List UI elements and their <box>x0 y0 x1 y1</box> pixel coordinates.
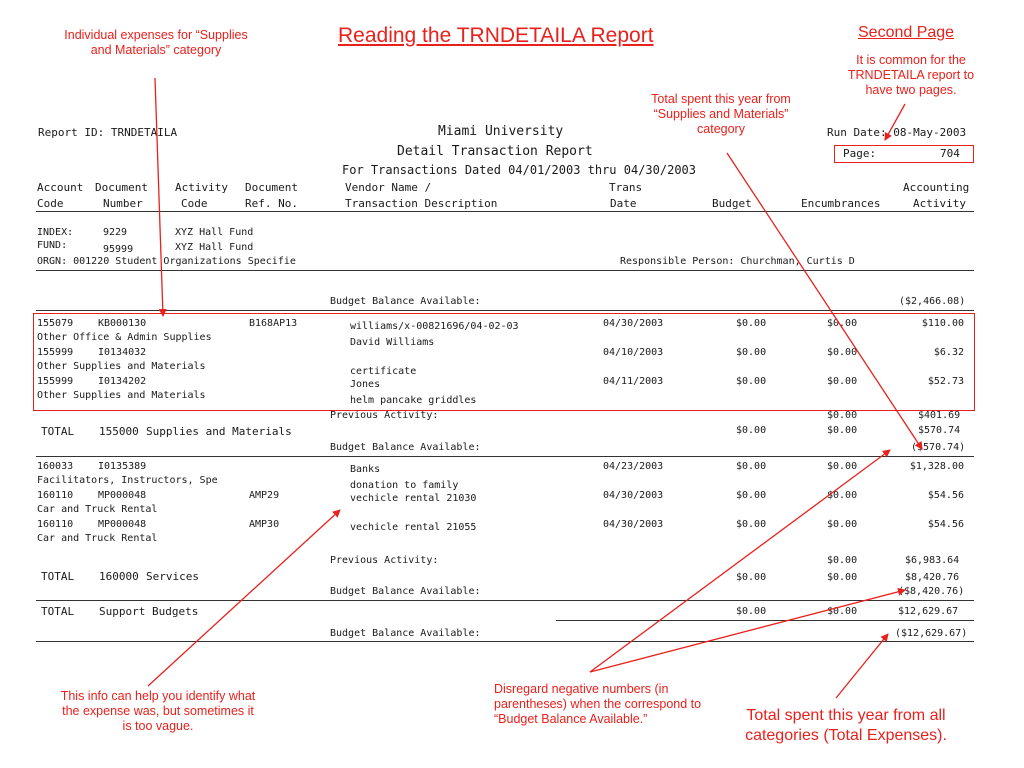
budget: $0.00 <box>736 519 767 530</box>
trans-date: 04/23/2003 <box>603 461 664 472</box>
arrow-individual-expenses <box>155 78 163 316</box>
col-description: Transaction Description <box>345 197 498 210</box>
fund-label: FUND: <box>37 240 68 251</box>
bba-rule-initial <box>36 310 974 311</box>
col-trans: Trans <box>609 181 643 194</box>
col-encumbrances: Encumbrances <box>801 197 881 210</box>
vendor-detail: helm pancake griddles <box>350 395 477 406</box>
annotation-total-category: Total spent this year from “Supplies and Materials” category <box>651 92 791 136</box>
services-total-code: 160000 <box>99 570 139 583</box>
budget: $0.00 <box>736 376 767 387</box>
vendor: Jones <box>350 379 381 390</box>
annotation-two-pages: It is common for the TRNDETAILA report to have two pages. <box>847 53 975 97</box>
supplies-total-act: $570.74 <box>918 425 961 436</box>
fund-value: 95999 <box>103 244 134 255</box>
ref-number: AMP30 <box>249 519 280 530</box>
university-name: Miami University <box>438 124 564 139</box>
annotation-total-all: Total spent this year from all categories (Total Expenses). <box>745 707 947 744</box>
services-bba-label: Budget Balance Available: <box>330 586 481 597</box>
supplies-bba: ($570.74) <box>911 442 966 453</box>
accounting-activity: $54.56 <box>927 490 964 501</box>
vendor: vechicle rental 21030 <box>350 493 477 504</box>
encumbrances: $0.00 <box>827 519 858 530</box>
supplies-total-label: TOTAL <box>41 425 75 438</box>
supplies-total-name: Supplies and Materials <box>146 425 292 438</box>
ref-number: AMP29 <box>249 490 280 501</box>
encumbrances: $0.00 <box>827 347 858 358</box>
account-code: 155079 <box>37 318 74 329</box>
arrow-identify-expense <box>148 510 340 686</box>
col-date: Date <box>610 197 637 210</box>
support-total-act: $12,629.67 <box>898 606 959 617</box>
vendor: Banks <box>350 464 381 475</box>
col-activity: Activity <box>175 181 228 194</box>
support-bba-label: Budget Balance Available: <box>330 628 481 639</box>
encumbrances: $0.00 <box>827 376 858 387</box>
bba-initial: ($2,466.08) <box>899 296 966 307</box>
services-prev-act: $6,983.64 <box>905 555 960 566</box>
supplies-prev-act: $401.69 <box>918 410 961 421</box>
document-number: KB000130 <box>98 318 147 329</box>
document-number: MP000048 <box>98 490 147 501</box>
account-description: Facilitators, Instructors, Spe <box>37 475 218 486</box>
budget: $0.00 <box>736 347 767 358</box>
supplies-total-budget: $0.00 <box>736 425 767 436</box>
ref-number: B168AP13 <box>249 318 298 329</box>
document-number: I0134202 <box>98 376 147 387</box>
accounting-activity: $52.73 <box>927 376 964 387</box>
bba-label-initial: Budget Balance Available: <box>330 296 481 307</box>
vendor-detail: certificate <box>350 366 417 377</box>
supplies-bba-label: Budget Balance Available: <box>330 442 481 453</box>
services-total-name: Services <box>146 570 199 583</box>
arrow-total-all <box>836 634 888 698</box>
fund-desc: XYZ Hall Fund <box>175 242 254 253</box>
page-number: 704 <box>940 147 960 160</box>
services-bba: ($8,420.76) <box>898 586 965 597</box>
accounting-activity: $110.00 <box>921 318 964 329</box>
col-document: Document <box>95 181 148 194</box>
supplies-total-enc: $0.00 <box>827 425 858 436</box>
header-rule <box>36 211 974 212</box>
col-number: Number <box>103 197 143 210</box>
support-total-enc: $0.00 <box>827 606 858 617</box>
final-rule <box>36 641 974 642</box>
supplies-rule <box>36 456 974 457</box>
accounting-activity: $1,328.00 <box>909 461 964 472</box>
vendor: vechicle rental 21055 <box>350 522 477 533</box>
page-label: Page: <box>843 147 877 160</box>
vendor: williams/x-00821696/04-02-03 <box>350 321 519 332</box>
budget: $0.00 <box>736 318 767 329</box>
annotation-individual-expenses: Individual expenses for “Supplies and Materials” category <box>64 28 248 57</box>
trans-date: 04/30/2003 <box>603 318 664 329</box>
account-code: 155999 <box>37 347 74 358</box>
second-page-label: Second Page <box>858 24 955 41</box>
support-total-budget: $0.00 <box>736 606 767 617</box>
services-total-enc: $0.00 <box>827 572 858 583</box>
orgn-rule <box>36 270 974 271</box>
support-total-label: TOTAL <box>41 605 75 618</box>
index-desc: XYZ Hall Fund <box>175 227 254 238</box>
account-code: 155999 <box>37 376 74 387</box>
responsible-person: Responsible Person: Churchman, Curtis D <box>620 256 855 267</box>
document-number: MP000048 <box>98 519 147 530</box>
annotation-identify-expense: This info can help you identify what the expense was, but sometimes it is too vague. <box>60 689 256 733</box>
support-bba: ($12,629.67) <box>895 628 968 639</box>
trans-date: 04/11/2003 <box>603 376 664 387</box>
encumbrances: $0.00 <box>827 490 858 501</box>
services-total-budget: $0.00 <box>736 572 767 583</box>
support-rule <box>556 620 974 621</box>
report-name: Detail Transaction Report <box>397 144 593 159</box>
col-code: Code <box>37 197 64 210</box>
vendor-detail: donation to family <box>350 480 459 491</box>
services-rule <box>36 600 974 601</box>
accounting-activity: $54.56 <box>927 519 964 530</box>
services-prev-label: Previous Activity: <box>330 555 439 566</box>
support-total-name: Support Budgets <box>99 605 199 618</box>
budget: $0.00 <box>736 461 767 472</box>
index-label: INDEX: <box>37 227 74 238</box>
services-total-act: $8,420.76 <box>905 572 960 583</box>
account-description: Car and Truck Rental <box>37 533 158 544</box>
date-range: For Transactions Dated 04/01/2003 thru 04/30/2003 <box>342 163 697 177</box>
supplies-prev-enc: $0.00 <box>827 410 858 421</box>
col-code2: Code <box>181 197 208 210</box>
index-value: 9229 <box>103 227 128 238</box>
col-account: Account <box>37 181 84 194</box>
document-number: I0134032 <box>98 347 147 358</box>
account-description: Other Supplies and Materials <box>37 361 206 372</box>
account-code: 160110 <box>37 490 74 501</box>
trans-date: 04/10/2003 <box>603 347 664 358</box>
document-number: I0135389 <box>98 461 147 472</box>
supplies-prev-label: Previous Activity: <box>330 410 439 421</box>
arrow-disregard-2 <box>590 590 905 672</box>
budget: $0.00 <box>736 490 767 501</box>
account-description: Other Office & Admin Supplies <box>37 332 212 343</box>
account-code: 160110 <box>37 519 74 530</box>
col-ref: Ref. No. <box>245 197 298 210</box>
col-activity2: Activity <box>913 197 966 210</box>
account-description: Other Supplies and Materials <box>37 390 206 401</box>
orgn-line: ORGN: 001220 Student Organizations Specifie <box>37 256 296 267</box>
account-code: 160033 <box>37 461 74 472</box>
vendor-detail: David Williams <box>350 337 435 348</box>
supplies-total-code: 155000 <box>99 425 139 438</box>
trans-date: 04/30/2003 <box>603 519 664 530</box>
col-accounting: Accounting <box>903 181 970 194</box>
annotation-disregard-negative: Disregard negative numbers (in parentheses) when the correspond to “Budget Balance Available.” <box>494 682 702 726</box>
col-budget: Budget <box>712 197 752 210</box>
col-document2: Document <box>245 181 298 194</box>
col-vendor: Vendor Name / <box>345 181 432 194</box>
account-description: Car and Truck Rental <box>37 504 158 515</box>
encumbrances: $0.00 <box>827 318 858 329</box>
services-total-label: TOTAL <box>41 570 75 583</box>
run-date: Run Date: 08-May-2003 <box>827 126 967 139</box>
accounting-activity: $6.32 <box>933 347 964 358</box>
services-prev-enc: $0.00 <box>827 555 858 566</box>
trans-date: 04/30/2003 <box>603 490 664 501</box>
report-id: Report ID: TRNDETAILA <box>38 126 178 139</box>
slide-title: Reading the TRNDETAILA Report <box>338 24 654 47</box>
encumbrances: $0.00 <box>827 461 858 472</box>
